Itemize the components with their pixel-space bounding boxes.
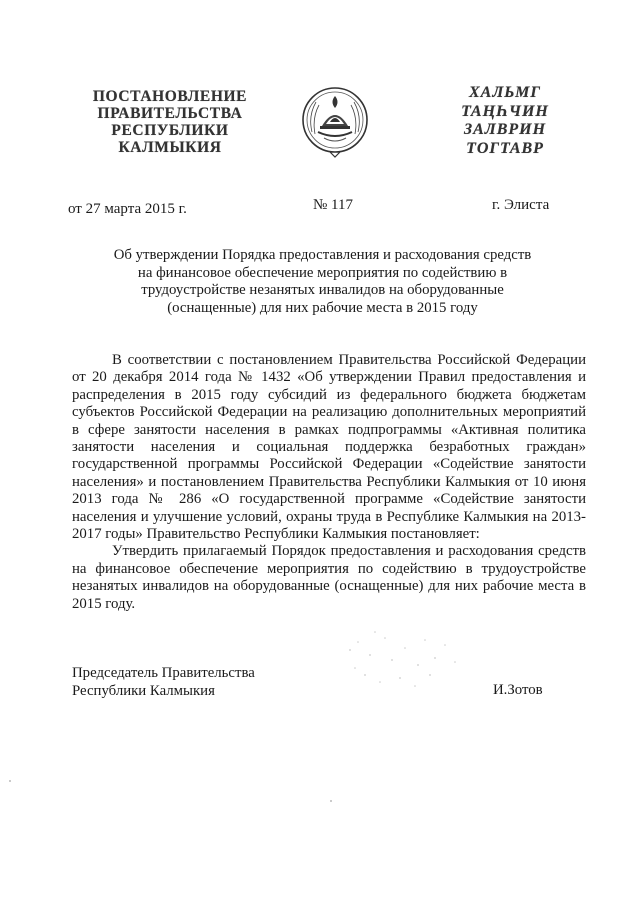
header-right-line: ТАҢҺЧИН bbox=[461, 102, 549, 120]
scan-speck bbox=[9, 780, 11, 782]
faint-stamp-marks bbox=[330, 620, 480, 700]
header-left-line: РЕСПУБЛИКИ bbox=[111, 122, 229, 139]
signatory-position bbox=[72, 664, 255, 700]
header-left-title bbox=[70, 88, 270, 156]
signatory-position-line: Республики Калмыкия bbox=[72, 683, 215, 699]
body-paragraph-preamble: В соответствии с постановлением Правительства Российской Федерации от 20 декабря 2014 года № 1432 «Об утверждении Правил предоставления и распределения в 2015 году субсидий из федерального бюджета бюджетам субъектов Российской Федерации на реализацию дополнительных мероприятий в сфере занятости населения в рамках подпрограммы «Активная политика занятости населения и социальная поддержка безработных граждан» государственной программы Российской Федерации «Содействие занятости населения» и постановлением Правительства Республики Калмыкия от 10 июня 2013 года № 286 «О государственной программе «Содействие занятости населения и улучшение условий, охраны труда в Республике Калмыкия на 2013-2017 годы» Правительство Республики Калмыкия постановляет: bbox=[72, 352, 586, 543]
header-right-line: ЗАЛВРИН bbox=[463, 121, 547, 138]
header-right-line: ХАЛЬМГ bbox=[468, 84, 542, 101]
signatory-name: И.Зотов bbox=[493, 682, 543, 698]
scan-speck bbox=[330, 800, 332, 802]
document-title bbox=[100, 247, 545, 317]
document-city: г. Элиста bbox=[492, 197, 550, 213]
title-line: на финансовое обеспечение мероприятия по содействию в bbox=[137, 264, 508, 281]
document-number: № 117 bbox=[313, 197, 354, 213]
header-right-title bbox=[430, 84, 580, 158]
document-date: от 27 марта 2015 г. bbox=[68, 201, 187, 217]
header-left-line: ПОСТАНОВЛЕНИЕ bbox=[92, 88, 248, 105]
header-left-line: КАЛМЫКИЯ bbox=[118, 139, 222, 156]
title-line: трудоустройстве незанятых инвалидов на оборудованные bbox=[141, 282, 504, 298]
title-line: (оснащенные) для них рабочие места в 2015 году bbox=[167, 299, 478, 316]
header-right-line: ТОГТАВР bbox=[466, 139, 544, 157]
body-paragraph-resolution: Утвердить прилагаемый Порядок предоставления и расходования средств на финансовое обеспечение мероприятия по содействию в трудоустройстве незанятых инвалидов на оборудованные (оснащенные) для них рабочие места в 2015 году. bbox=[72, 543, 586, 612]
signatory-position-line: Председатель Правительства bbox=[72, 665, 255, 681]
header-left-line: ПРАВИТЕЛЬСТВА bbox=[97, 105, 243, 122]
title-line: Об утверждении Порядка предоставления и расходования средств bbox=[113, 247, 532, 263]
kalmykia-coat-of-arms-icon bbox=[300, 82, 370, 160]
document-body bbox=[72, 352, 586, 613]
